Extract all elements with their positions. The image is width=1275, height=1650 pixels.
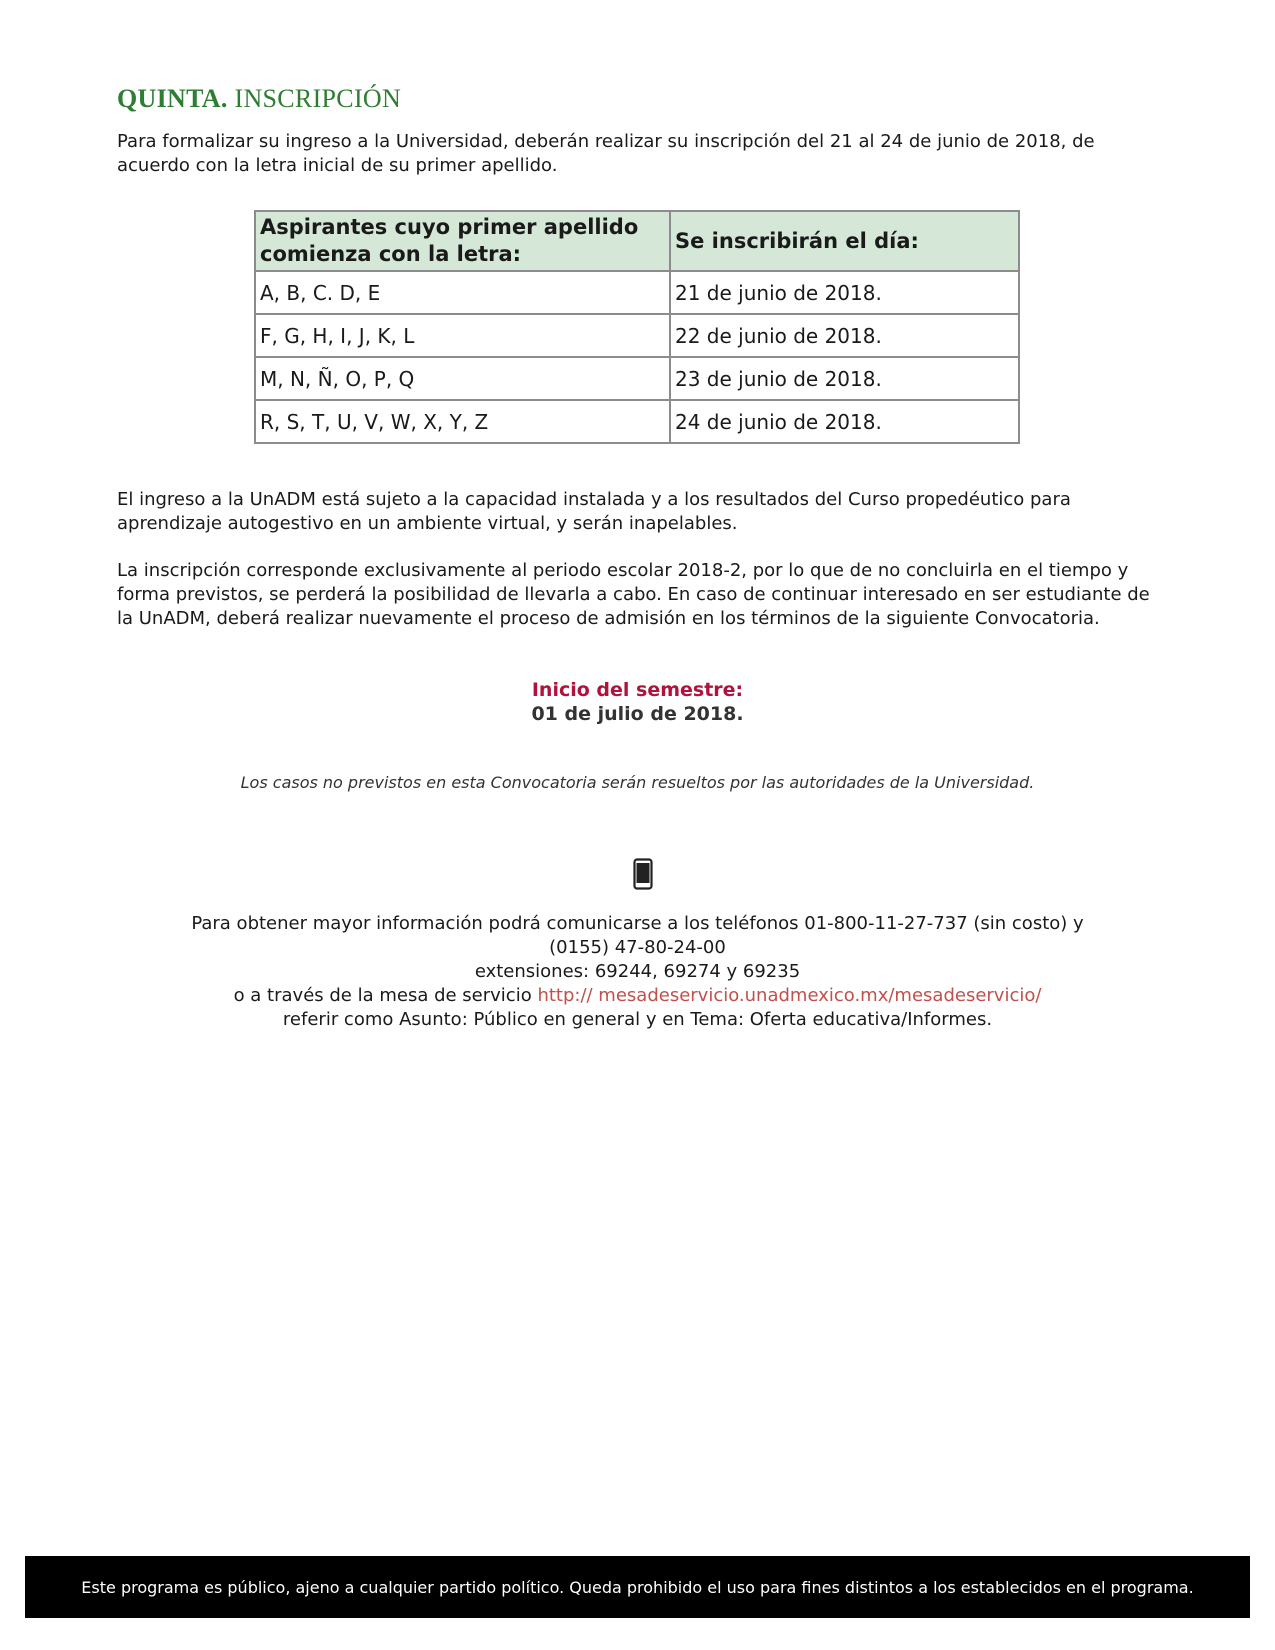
semester-start-date: 01 de julio de 2018. xyxy=(531,703,744,725)
section-number: QUINTA. xyxy=(117,84,228,113)
enrollment-table xyxy=(254,210,1020,444)
admission-paragraph: El ingreso a la UnADM está sujeto a la capacidad instalada y a los resultados del Curso propedéutico para aprendizaje autogestivo en un ambiente virtual, y serán inapelables. xyxy=(117,489,1071,534)
table-cell-letters: A, B, C. D, E xyxy=(255,271,670,314)
table-cell-date: 24 de junio de 2018. xyxy=(670,400,1019,443)
table-cell-date: 22 de junio de 2018. xyxy=(670,314,1019,357)
table-cell-letters: M, N, Ñ, O, P, Q xyxy=(255,357,670,400)
contact-info xyxy=(0,912,1275,1032)
table-header-date: Se inscribirán el día: xyxy=(670,211,1019,271)
service-desk-link[interactable]: http:// mesadeservicio.unadmexico.mx/mesadeservicio/ xyxy=(537,985,1042,1006)
footer-disclaimer: Este programa es público, ajeno a cualquier partido político. Queda prohibido el uso para fines distintos a los establecidos en el programa. xyxy=(81,1577,1194,1597)
enrollment-period-paragraph: La inscripción corresponde exclusivamente al periodo escolar 2018-2, por lo que de no concluirla en el tiempo y forma previstos, se perderá la posibilidad de llevarla a cabo. En caso de continuar interesado en ser estudiante de la UnADM, deberá realizar nuevamente el proceso de admisión en los términos de la siguiente Convocatoria. xyxy=(117,560,1150,629)
table-cell-letters: R, S, T, U, V, W, X, Y, Z xyxy=(255,400,670,443)
unforeseen-cases-note: Los casos no previstos en esta Convocatoria serán resueltos por las autoridades de la Universidad. xyxy=(240,773,1035,792)
footer-banner xyxy=(25,1556,1250,1618)
section-title xyxy=(117,84,401,114)
contact-subject: referir como Asunto: Público en general y en Tema: Oferta educativa/Informes. xyxy=(282,1009,993,1030)
semester-start-label: Inicio del semestre: xyxy=(531,679,744,701)
table-header-row xyxy=(255,211,1019,271)
intro-paragraph: Para formalizar su ingreso a la Universidad, deberán realizar su inscripción del 21 al 24 de junio de 2018, de acuerdo con la letra inicial de su primer apellido. xyxy=(117,131,1095,176)
table-row xyxy=(255,400,1019,443)
table-header-letter: Aspirantes cuyo primer apellido comienza con la letra: xyxy=(255,211,670,271)
section-heading: INSCRIPCIÓN xyxy=(234,84,402,113)
table-cell-letters: F, G, H, I, J, K, L xyxy=(255,314,670,357)
table-row xyxy=(255,271,1019,314)
table-cell-date: 21 de junio de 2018. xyxy=(670,271,1019,314)
table-row xyxy=(255,314,1019,357)
contact-phones: Para obtener mayor información podrá comunicarse a los teléfonos 01-800-11-27-737 (sin costo) y (0155) 47-80-24-00 xyxy=(191,913,1084,958)
mobile-phone-icon xyxy=(633,858,653,890)
contact-service-prefix: o a través de la mesa de servicio xyxy=(233,985,538,1006)
contact-extensions: extensiones: 69244, 69274 y 69235 xyxy=(474,961,801,982)
table-row xyxy=(255,357,1019,400)
contact-service-line xyxy=(0,984,1275,1008)
table-cell-date: 23 de junio de 2018. xyxy=(670,357,1019,400)
